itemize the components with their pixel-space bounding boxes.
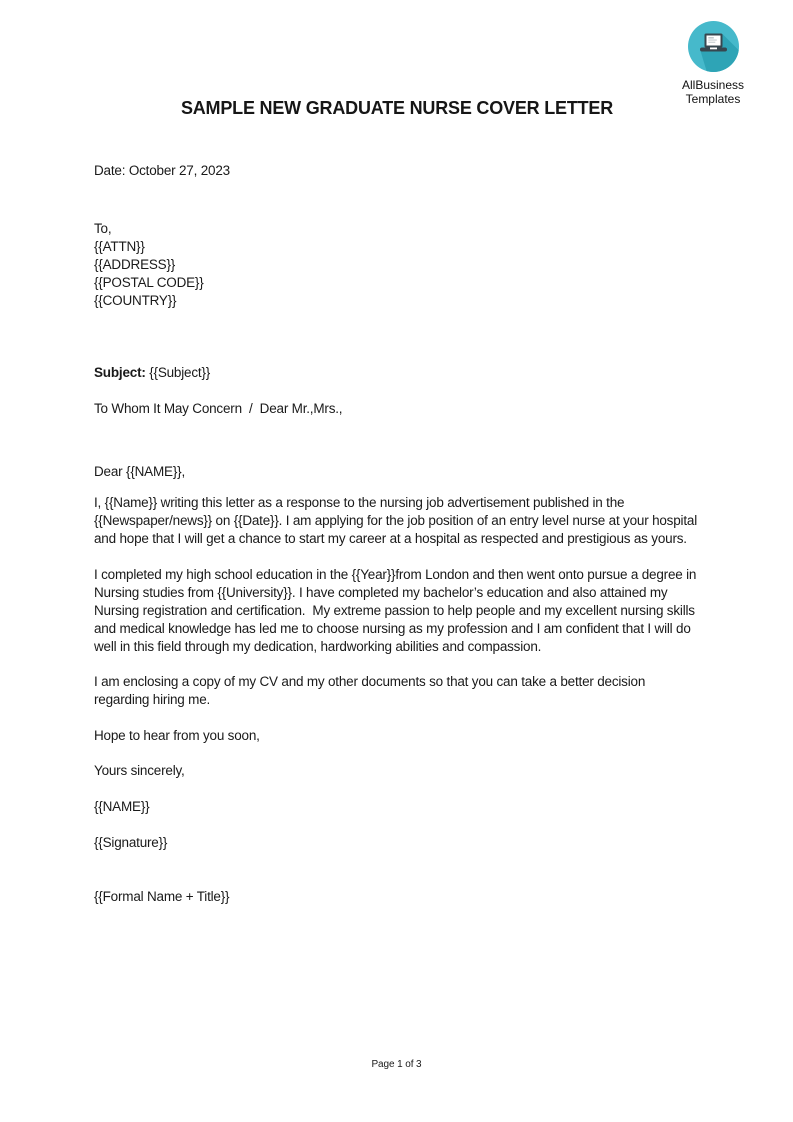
- recipient-country: {{COUNTRY}}: [94, 293, 177, 308]
- subject-label: Subject:: [94, 365, 146, 380]
- sender-name-placeholder: {{NAME}}: [94, 799, 150, 814]
- signature-placeholder: {{Signature}}: [94, 835, 168, 850]
- recipient-postal-code: {{POSTAL CODE}}: [94, 275, 204, 290]
- hope-line: Hope to hear from you soon,: [94, 728, 260, 743]
- formal-name-title-placeholder: {{Formal Name + Title}}: [94, 889, 230, 904]
- subject-line: [94, 364, 700, 382]
- laptop-base-notch: [710, 48, 717, 50]
- brand-name-line2: Templates: [685, 92, 741, 106]
- closing-line: Yours sincerely,: [94, 763, 185, 778]
- letter-title: SAMPLE NEW GRADUATE NURSE COVER LETTER: [180, 98, 614, 118]
- paragraph-enclosure: I am enclosing a copy of my CV and my other documents so that you can take a better decision regarding hiring me.: [94, 674, 649, 707]
- letter-body: [94, 0, 700, 906]
- paragraph-intro: I, {{Name}} writing this letter as a response to the nursing job advertisement published in the {{Newspaper/news}} on {{Date}}. I am applying for the job position of an entry level nurse at your hospital and hope that I will get a chance to start my career at a hospital as respected and prestigious as yours.: [94, 495, 701, 546]
- brand-name-line1: AllBusiness: [681, 78, 745, 92]
- recipient-attn: {{ATTN}}: [94, 239, 145, 254]
- page-number-footer: Page 1 of 3: [371, 1059, 422, 1070]
- recipient-address: {{ADDRESS}}: [94, 257, 176, 272]
- recipient-block: [94, 220, 700, 310]
- subject-value: {{Subject}}: [145, 365, 211, 380]
- salutation-line: To Whom It May Concern / Dear Mr.,Mrs.,: [94, 401, 343, 416]
- recipient-to: To,: [94, 221, 112, 236]
- date-line: Date: October 27, 2023: [94, 163, 230, 178]
- paragraph-education: I completed my high school education in the {{Year}}from London and then went onto pursue a degree in Nursing studies from {{University}}. I have completed my bachelor’s education and also attained my Nursing registration and certification. My extreme passion to help people and my excellent nursing skills and medical knowledge has led me to choose nursing as my profession and I am confident that I will do well in this field through my dedication, hardworking abilities and compassion.: [94, 567, 700, 654]
- greeting-line: Dear {{NAME}},: [94, 464, 186, 479]
